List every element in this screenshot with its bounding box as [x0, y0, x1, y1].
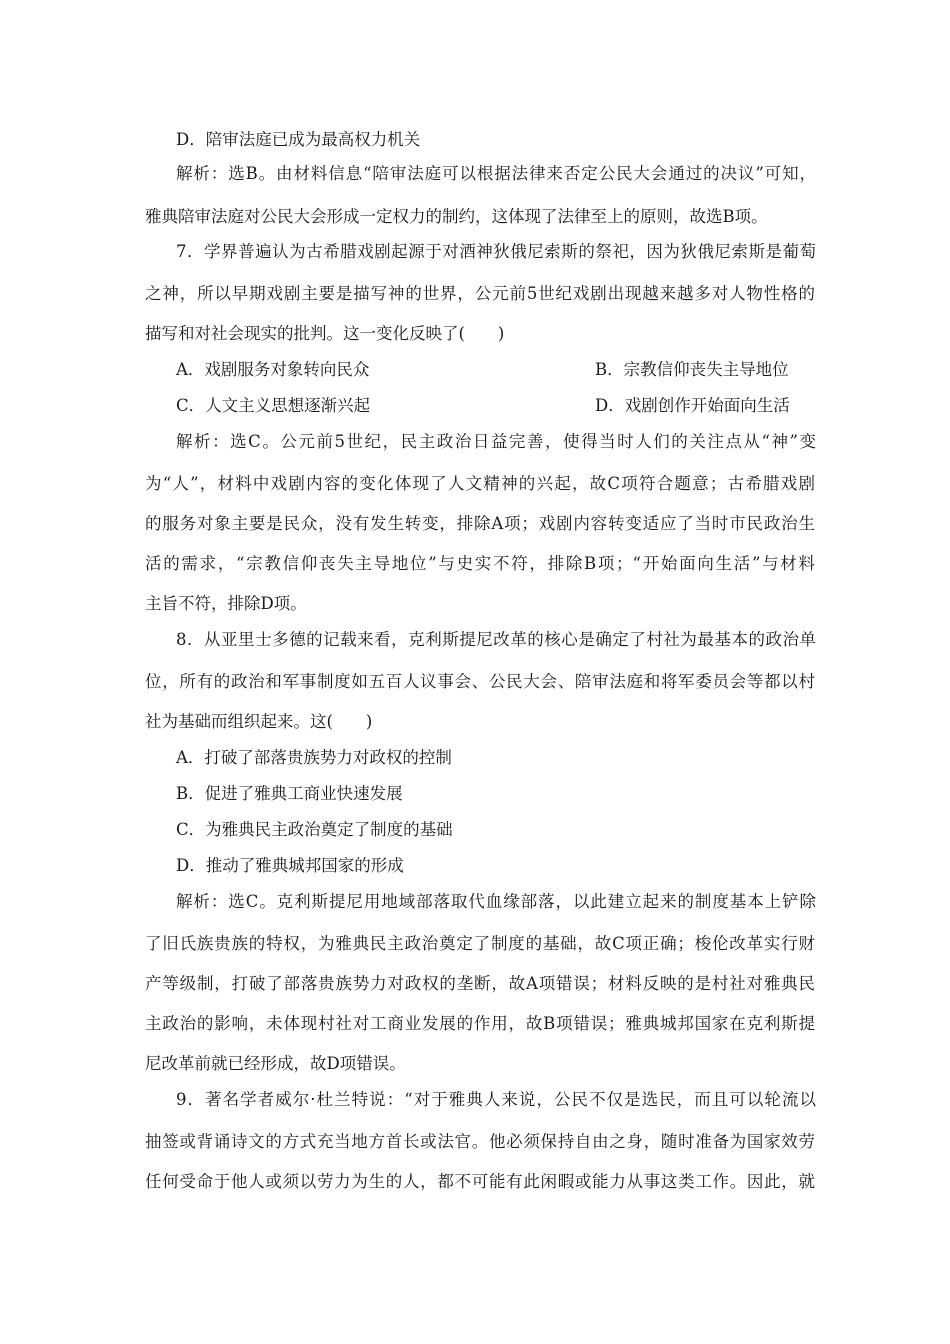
- analysis-q7-line-2: 为“人”，材料中戏剧内容的变化体现了人文精神的兴起，故C项符合题意；古希腊戏剧: [145, 474, 815, 493]
- option-b-q7: B．宗教信仰丧失主导地位: [595, 360, 789, 379]
- question-9-line-3: 任何受命于他人或须以劳力为生的人，都不可能有此闲暇或能力从事这类工作。因此，就: [145, 1172, 815, 1191]
- question-8-line-3: 社为基础而组织起来。这( ): [145, 712, 373, 731]
- question-7-line-3: 描写和对社会现实的批判。这一变化反映了( ): [145, 324, 505, 343]
- analysis-q7-line-3: 的服务对象主要是民众，没有发生转变，排除A项；戏剧内容转变适应了当时市民政治生: [145, 514, 815, 533]
- analysis-q8-line-5: 尼改革前就已经形成，故D项错误。: [145, 1054, 406, 1073]
- option-c-q7: C．人文主义思想逐渐兴起: [176, 396, 371, 415]
- option-a-q8: A．打破了部落贵族势力对政权的控制: [176, 748, 452, 767]
- analysis-q7-line-5: 主旨不符，排除D项。: [145, 594, 307, 613]
- question-8-line-2: 位，所有的政治和军事制度如五百人议事会、公民大会、陪审法庭和将军委员会等都以村: [145, 672, 815, 691]
- option-d-q7: D．戏剧创作开始面向生活: [595, 396, 790, 415]
- option-d-q8: D．推动了雅典城邦国家的形成: [176, 856, 404, 875]
- analysis-q8-line-4: 主政治的影响，未体现村社对工商业发展的作用，故B项错误；雅典城邦国家在克利斯提: [145, 1014, 815, 1033]
- question-7-line-1: 7．学界普遍认为古希腊戏剧起源于对酒神狄俄尼索斯的祭祀，因为狄俄尼索斯是葡萄: [176, 242, 816, 261]
- analysis-q8-line-3: 产等级制，打破了部落贵族势力对政权的垄断，故A项错误；材料反映的是村社对雅典民: [145, 974, 815, 993]
- question-7-line-2: 之神，所以早期戏剧主要是描写神的世界，公元前5世纪戏剧出现越来越多对人物性格的: [145, 284, 815, 303]
- analysis-q8-line-2: 了旧氏族贵族的特权，为雅典民主政治奠定了制度的基础，故C项正确；梭伦改革实行财: [145, 934, 815, 953]
- analysis-q7-line-4: 活的需求，“宗教信仰丧失主导地位”与史实不符，排除B项；“开始面向生活”与材料: [145, 554, 815, 573]
- question-9-line-1: 9．著名学者威尔·杜兰特说：“对于雅典人来说，公民不仅是选民，而且可以轮流以: [176, 1090, 816, 1109]
- option-d-q6: D．陪审法庭已成为最高权力机关: [176, 130, 421, 149]
- analysis-q8-line-1: 解析：选C。克利斯提尼用地域部落取代血缘部落，以此建立起来的制度基本上铲除: [176, 892, 816, 911]
- option-b-q8: B．促进了雅典工商业快速发展: [176, 784, 403, 803]
- option-a-q7: A．戏剧服务对象转向民众: [176, 360, 370, 379]
- question-9-line-2: 抽签或背诵诗文的方式充当地方首长或法官。他必须保持自由之身，随时准备为国家效劳: [145, 1132, 815, 1151]
- analysis-q6-line-2: 雅典陪审法庭对公民大会形成一定权力的制约，这体现了法律至上的原则，故选B项。: [145, 207, 768, 226]
- analysis-q6-line-1: 解析：选B。由材料信息“陪审法庭可以根据法律来否定公民大会通过的决议”可知，: [176, 164, 816, 183]
- option-c-q8: C．为雅典民主政治奠定了制度的基础: [176, 820, 453, 839]
- question-8-line-1: 8．从亚里士多德的记载来看，克利斯提尼改革的核心是确定了村社为最基本的政治单: [176, 630, 816, 649]
- analysis-q7-line-1: 解析：选C。公元前5世纪，民主政治日益完善，使得当时人们的关注点从“神”变: [176, 432, 816, 451]
